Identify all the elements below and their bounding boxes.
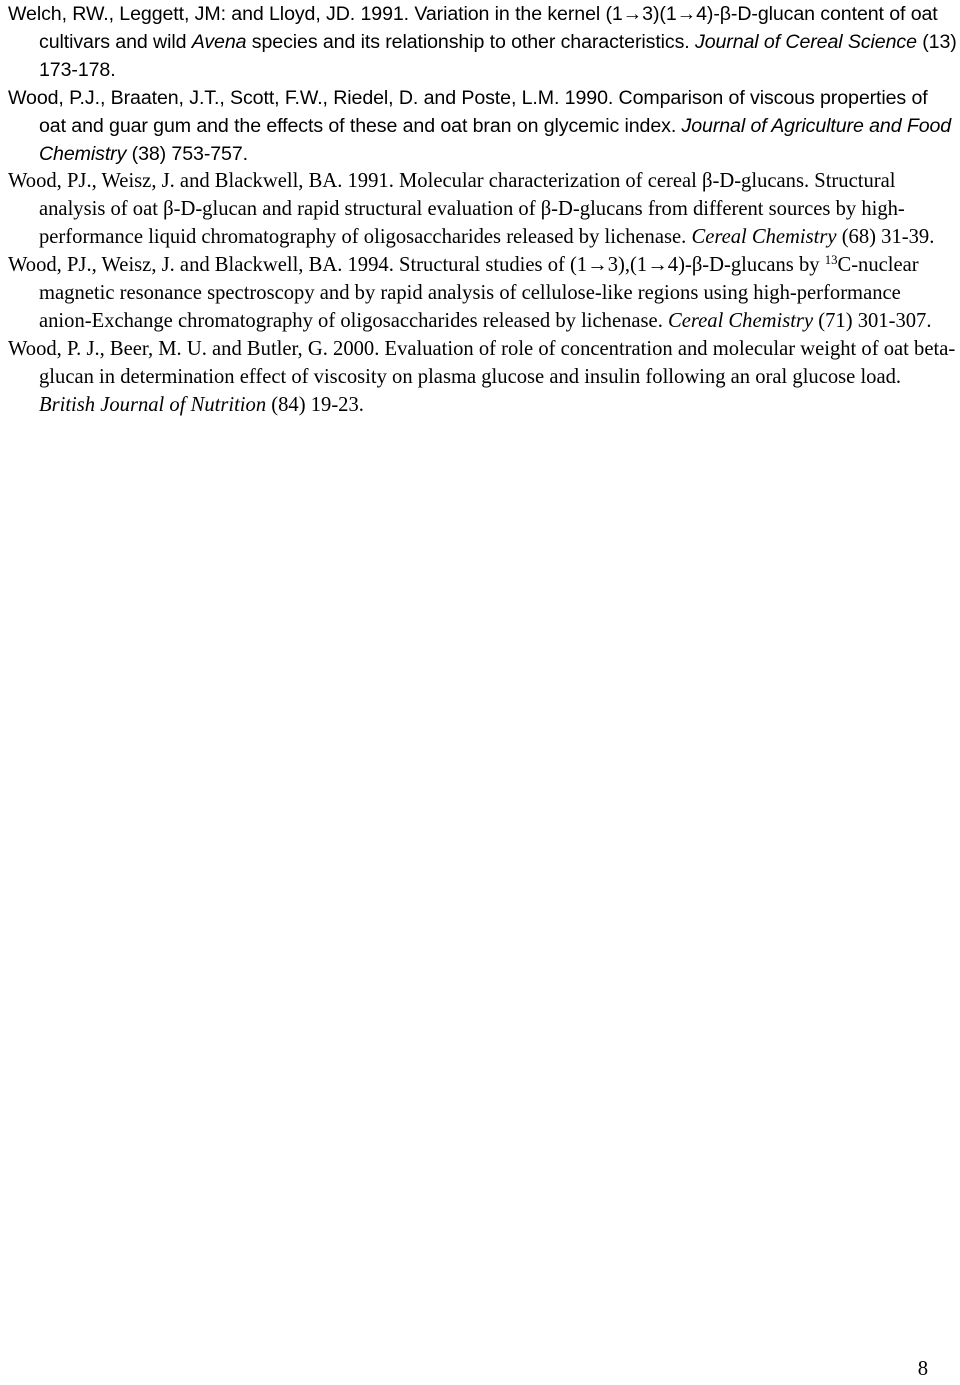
reference-welch-1991 bbox=[8, 1, 958, 85]
journal-title: Cereal Chemistry bbox=[691, 226, 837, 249]
reference-citation: (68) 31-39. bbox=[836, 226, 935, 249]
reference-wood-1991 bbox=[8, 168, 958, 252]
page-number: 8 bbox=[917, 1358, 928, 1380]
reference-citation: (84) 19-23. bbox=[266, 393, 364, 416]
reference-citation: (13) 173-178. bbox=[39, 30, 957, 81]
reference-list bbox=[8, 0, 958, 420]
journal-title: Cereal Chemistry bbox=[668, 309, 814, 332]
reference-text: species and its relationship to other characteristics. bbox=[246, 30, 695, 53]
genus-name: Avena bbox=[191, 30, 247, 53]
reference-citation: (38) 753-757. bbox=[126, 142, 248, 165]
reference-text: Welch, RW., Leggett, JM: and Lloyd, JD. 1991. Variation in the kernel (1→3)(1→4)-β-D-glucan content of oat cultivars and wild bbox=[8, 3, 938, 53]
reference-text: Wood, P.J., Braaten, J.T., Scott, F.W., Riedel, D. and Poste, L.M. 1990. Comparison of viscous properties of oat and guar gum and the effects of these and oat bran on glycemic index. bbox=[8, 86, 928, 137]
reference-citation: (71) 301-307. bbox=[813, 309, 932, 332]
journal-title: British Journal of Nutrition bbox=[39, 393, 267, 416]
reference-text: Wood, PJ., Weisz, J. and Blackwell, BA. 1991. Molecular characterization of cereal β-D-glucans. Structural analysis of oat β-D-glucan and rapid structural evaluation of β-D-glucans from different sources by high-performance liquid chromatography of oligosaccharides released by lichenase. bbox=[8, 170, 905, 249]
reference-text: Wood, P. J., Beer, M. U. and Butler, G. 2000. Evaluation of role of concentration and molecular weight of oat beta-glucan in determination effect of viscosity on plasma glucose and insulin following an oral glucose load. bbox=[8, 337, 956, 388]
journal-title: Journal of Cereal Science bbox=[695, 30, 917, 53]
reference-text: C-nuclear magnetic resonance spectroscopy and by rapid analysis of cellulose-like regions using high-performance anion-Exchange chromatography of oligosaccharides released by lichenase. bbox=[39, 254, 919, 332]
reference-wood-2000 bbox=[8, 336, 958, 420]
reference-wood-1990 bbox=[8, 85, 958, 169]
journal-title: Journal of Agriculture and Food Chemistry bbox=[39, 114, 952, 165]
isotope-superscript: 13 bbox=[824, 253, 838, 268]
reference-wood-1994 bbox=[8, 252, 958, 336]
reference-text: Wood, PJ., Weisz, J. and Blackwell, BA. 1994. Structural studies of (1→3),(1→4)-β-D-glucans by bbox=[8, 254, 825, 277]
